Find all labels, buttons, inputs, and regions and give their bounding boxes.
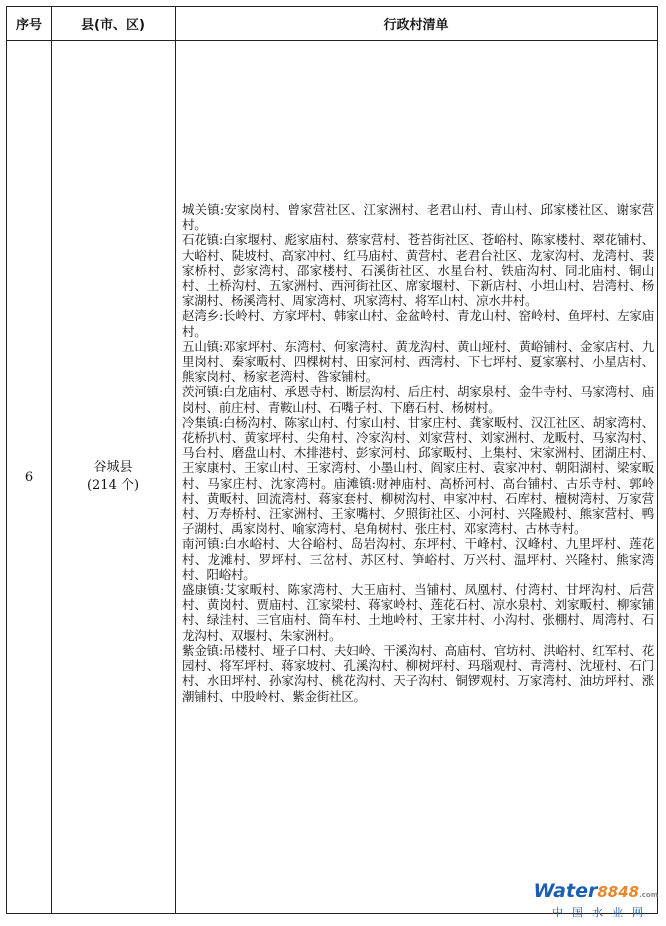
row-serial-number: 6	[24, 469, 34, 485]
town-entry: 南河镇:白水峪村、大谷峪村、岛岩沟村、东坪村、干峰村、汉峰村、九里坪村、莲花村、龙滩村、罗坪村、三岔村、苏区村、笋峪村、万兴村、温坪村、兴隆村、熊家湾村、阳峪村。	[182, 536, 654, 582]
town-entry: 盛康镇:艾家畈村、陈家湾村、大王庙村、当铺村、凤凰村、付湾村、甘坪沟村、后营村、黄岗村、贾庙村、江家梁村、蒋家岭村、莲花石村、凉水泉村、刘家畈村、柳家铺村、绿洼村、三官庙村、筒车村、土地岭村、王家井村、小沟村、张棚村、周湾村、石龙沟村、双堰村、朱家洲村。	[182, 582, 654, 643]
header-serial-number: 序号	[15, 18, 42, 33]
watermark-brand-number: 8848	[597, 883, 640, 901]
town-entry: 石花镇:白家堰村、彪家庙村、蔡家营村、苍苔街社区、苍峪村、陈家楼村、翠花铺村、大峪村、陡坡村、高家冲村、红马庙村、黄营村、老君台社区、龙家沟村、龙湾村、裴家桥村、彭家湾村、邵家楼村、石溪街社区、水星台村、铁庙沟村、同北庙村、铜山村、土桥沟村、五家洲村、西河街社区、席家堰村、下新店村、小坦山村、岩湾村、杨家湖村、杨溪湾村、周家湾村、巩家湾村、将军山村、凉水井村。	[182, 232, 654, 309]
row-county	[51, 41, 175, 913]
town-entry: 冷集镇:白杨沟村、陈家山村、付家山村、甘家庄村、龚家畈村、汉江社区、胡家湾村、花桥扒村、黄家坪村、尖角村、冷家沟村、刘家营村、刘家洲村、龙畈村、马家沟村、马台村、磨盘山村、木排港村、彭家河村、邱家畈村、上集村、宋家洲村、团湖庄村、王家康村、王家山村、王家湾村、小墨山村、阎家庄村、袁家冲村、朝阳湖村、梁家畈村、马家庄村、沈家湾村。庙滩镇:财神庙村、高桥河村、高台铺村、古乐寺村、郭岭村、黄畈村、回流湾村、蒋家套村、柳树沟村、申家冲村、石库村、檀树湾村、万家营村、万寿桥村、汪家洲村、王家嘴村、夕照街社区、小河村、兴隆殿村、熊家营村、鸭子湖村、禹家岗村、喻家湾村、皂角树村、张庄村、邓家湾村、古林寺村。	[182, 414, 654, 537]
town-entry: 赵湾乡:长岭村、方家坪村、韩家山村、金盆岭村、青龙山村、窑岭村、鱼坪村、左家庙村。	[182, 308, 654, 339]
header-county: 县(市、区)	[81, 18, 145, 33]
county-name: 谷城县	[93, 460, 133, 475]
watermark-brand-word: Water	[533, 880, 598, 902]
county-village-count: (214 个)	[86, 478, 140, 493]
village-list	[182, 202, 654, 704]
watermark-logo	[534, 880, 658, 920]
header-village-list: 行政村清单	[383, 18, 449, 33]
watermark-brand-suffix: .com	[639, 891, 658, 899]
town-entry: 茨河镇:白龙庙村、承恩寺村、断层沟村、后庄村、胡家泉村、金牛寺村、马家湾村、庙岗村、前庄村、青鞍山村、石嘴子村、下磨石村、杨树村。	[182, 384, 654, 415]
town-entry: 紫金镇:吊楼村、垭子口村、夫妇岭、干溪沟村、高庙村、官坊村、洪峪村、红军村、花园村、将军坪村、蒋家坡村、孔溪沟村、柳树坪村、玛瑙观村、青湾村、沈垭村、石门村、水田坪村、孙家沟村、桃花沟村、天子沟村、铜锣观村、万家湾村、油坊坪村、涨潮铺村、中股岭村、紫金街社区。	[182, 642, 654, 704]
village-table	[6, 6, 658, 914]
watermark-brand-cn: 中国水业网	[552, 906, 652, 919]
town-entry: 五山镇:邓家坪村、东湾村、何家湾村、黄龙沟村、黄山垭村、黄峪铺村、金家店村、九里岗村、秦家畈村、四棵树村、田家河村、西湾村、下七坪村、夏家寨村、小星店村、熊家岗村、杨家老湾村、昝家铺村。	[182, 338, 654, 385]
column-divider	[175, 7, 176, 913]
town-entry: 城关镇:安家岗村、曾家营社区、江家洲村、老君山村、青山村、邱家楼社区、谢家营村。	[182, 202, 654, 233]
watermark-brand	[534, 880, 659, 902]
